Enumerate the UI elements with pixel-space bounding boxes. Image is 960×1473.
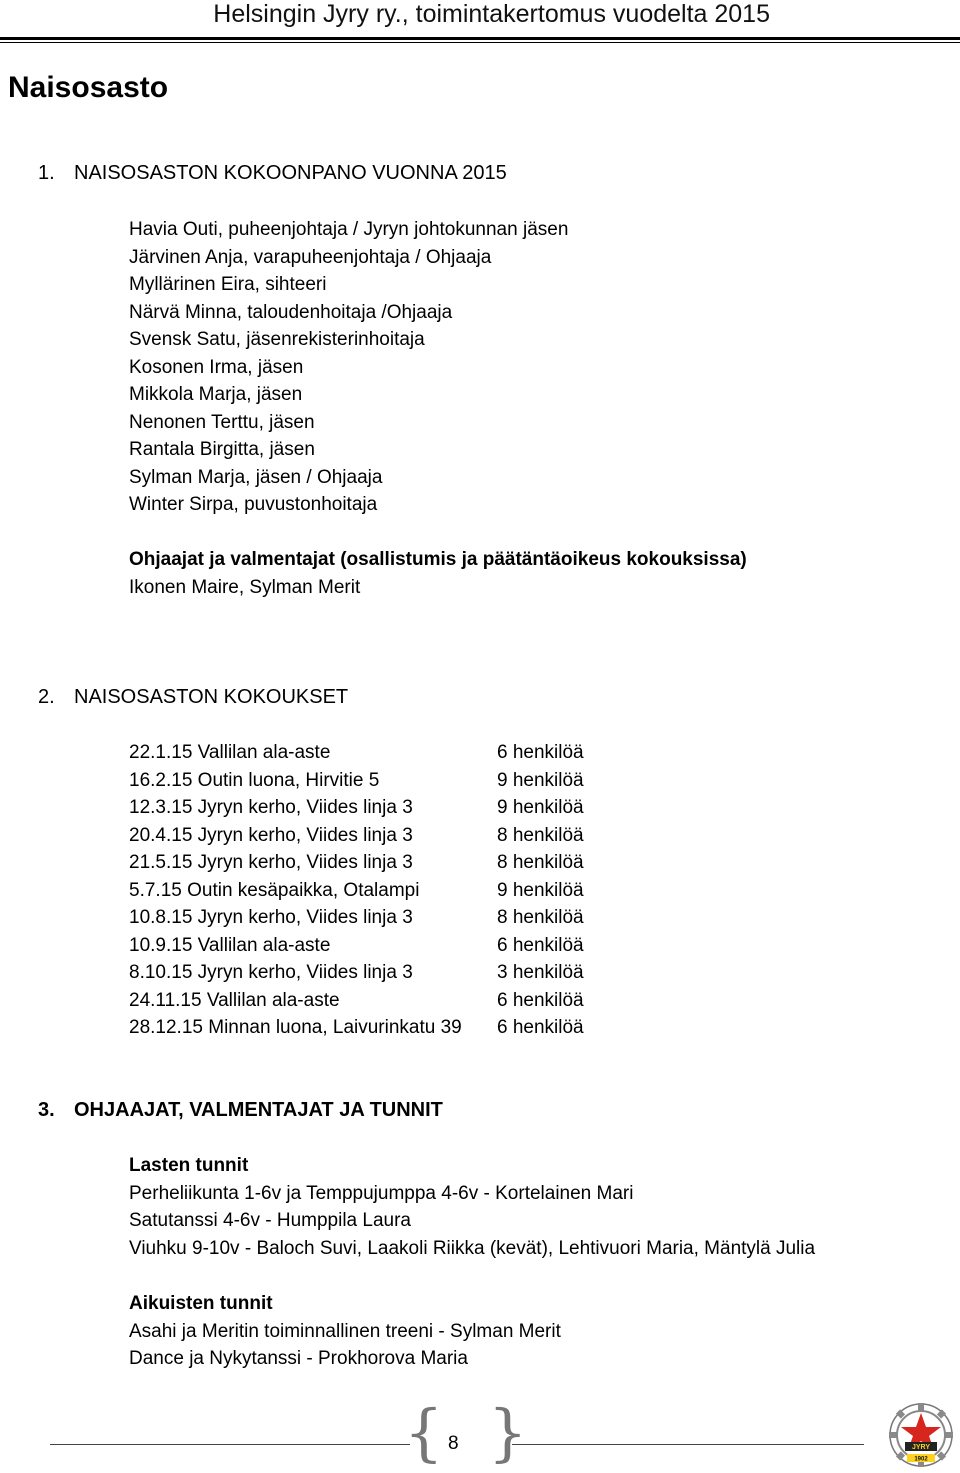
meeting-row (0, 877, 700, 905)
member-line: Järvinen Anja, varapuheenjohtaja / Ohjaaja (129, 246, 492, 268)
section-2-heading (0, 686, 960, 714)
section-number: 1. (38, 162, 55, 184)
member-line: Sylman Marja, jäsen / Ohjaaja (129, 466, 383, 488)
class-line: Viuhku 9-10v - Baloch Suvi, Laakoli Riikka (kevät), Lehtivuori Maria, Mäntylä Julia (129, 1237, 816, 1259)
meeting-attendance: 9 henkilöä (497, 797, 584, 818)
member-line: Havia Outi, puheenjohtaja / Jyryn johtokunnan jäsen (129, 219, 569, 240)
logo-text: JYRY (911, 1444, 931, 1451)
document-header-title: Helsingin Jyry ry., toimintakertomus vuodelta 2015 (213, 0, 770, 28)
member-line: Kosonen Irma, jäsen (129, 356, 304, 378)
meeting-attendance: 8 henkilöä (497, 907, 584, 928)
footer-rule-left (50, 1444, 410, 1445)
meeting-attendance: 9 henkilöä (497, 769, 584, 791)
meeting-attendance: 9 henkilöä (497, 879, 584, 901)
meeting-row (0, 1014, 700, 1042)
section-title: OHJAAJAT, VALMENTAJAT JA TUNNIT (74, 1099, 443, 1121)
meeting-row (0, 822, 700, 850)
member-line: Närvä Minna, taloudenhoitaja /Ohjaaja (129, 301, 453, 323)
jyry-logo-graphic (888, 1402, 954, 1468)
section-number: 2. (38, 686, 55, 708)
meeting-attendance: 6 henkilöä (497, 742, 584, 763)
meeting-row (0, 932, 700, 960)
section-3-heading (0, 1099, 960, 1127)
member-line: Winter Sirpa, puvustonhoitaja (129, 494, 378, 515)
member-line: Mikkola Marja, jäsen (129, 384, 303, 405)
member-line: Myllärinen Eira, sihteeri (129, 274, 327, 295)
page-title: Naisosasto (8, 71, 169, 104)
class-line: Satutanssi 4-6v - Humppila Laura (129, 1210, 411, 1231)
left-brace-icon: { (404, 1396, 444, 1469)
adult-classes-heading: Aikuisten tunnit (129, 1293, 273, 1314)
coaches-list: Ikonen Maire, Sylman Merit (129, 576, 361, 598)
meeting-row (0, 794, 700, 822)
meetings-list (0, 739, 720, 1049)
section-1-heading (0, 162, 960, 190)
member-line: Rantala Birgitta, jäsen (129, 439, 315, 460)
meeting-date-place: 22.1.15 Vallilan ala-aste (129, 742, 331, 763)
header-rule (0, 37, 960, 40)
logo-year: 1902 (914, 1456, 928, 1463)
meeting-date-place: 10.8.15 Jyryn kerho, Viides linja 3 (129, 907, 413, 928)
member-line: Nenonen Terttu, jäsen (129, 411, 315, 433)
meeting-attendance: 6 henkilöä (497, 989, 584, 1011)
children-classes-heading: Lasten tunnit (129, 1155, 249, 1176)
member-line: Svensk Satu, jäsenrekisterinhoitaja (129, 329, 425, 350)
page-number: 8 (448, 1433, 459, 1454)
section-number: 3. (38, 1099, 55, 1121)
right-brace-icon: } (488, 1396, 528, 1469)
meeting-attendance: 8 henkilöä (497, 824, 584, 846)
meeting-attendance: 8 henkilöä (497, 852, 584, 873)
meeting-row (0, 739, 700, 767)
jyry-logo (888, 1402, 954, 1468)
section-title: NAISOSASTON KOKOUKSET (74, 686, 349, 708)
meeting-date-place: 16.2.15 Outin luona, Hirvitie 5 (129, 769, 380, 791)
meeting-date-place: 24.11.15 Vallilan ala-aste (129, 989, 340, 1011)
coaches-heading: Ohjaajat ja valmentajat (osallistumis ja päätäntäoikeus kokouksissa) (129, 549, 747, 570)
meeting-row (0, 849, 700, 877)
meeting-date-place: 28.12.15 Minnan luona, Laivurinkatu 39 (129, 1017, 462, 1038)
meeting-date-place: 12.3.15 Jyryn kerho, Viides linja 3 (129, 797, 413, 818)
meeting-date-place: 20.4.15 Jyryn kerho, Viides linja 3 (129, 824, 413, 846)
footer-rule-right (512, 1444, 864, 1445)
header-rule-thin (0, 42, 960, 43)
meeting-attendance: 6 henkilöä (497, 934, 584, 956)
meeting-row (0, 904, 700, 932)
meeting-date-place: 10.9.15 Vallilan ala-aste (129, 934, 331, 956)
meeting-attendance: 3 henkilöä (497, 962, 584, 983)
meeting-date-place: 21.5.15 Jyryn kerho, Viides linja 3 (129, 852, 413, 873)
meeting-row (0, 959, 700, 987)
meeting-date-place: 5.7.15 Outin kesäpaikka, Otalampi (129, 879, 420, 901)
meeting-date-place: 8.10.15 Jyryn kerho, Viides linja 3 (129, 962, 413, 983)
meeting-row (0, 987, 700, 1015)
section-title: NAISOSASTON KOKOONPANO VUONNA 2015 (74, 162, 507, 184)
meeting-attendance: 6 henkilöä (497, 1017, 584, 1038)
class-line: Dance ja Nykytanssi - Prokhorova Maria (129, 1348, 468, 1369)
class-line: Asahi ja Meritin toiminnallinen treeni - Sylman Merit (129, 1320, 561, 1342)
class-line: Perheliikunta 1-6v ja Temppujumppa 4-6v - Kortelainen Mari (129, 1182, 634, 1204)
meeting-row (0, 767, 700, 795)
